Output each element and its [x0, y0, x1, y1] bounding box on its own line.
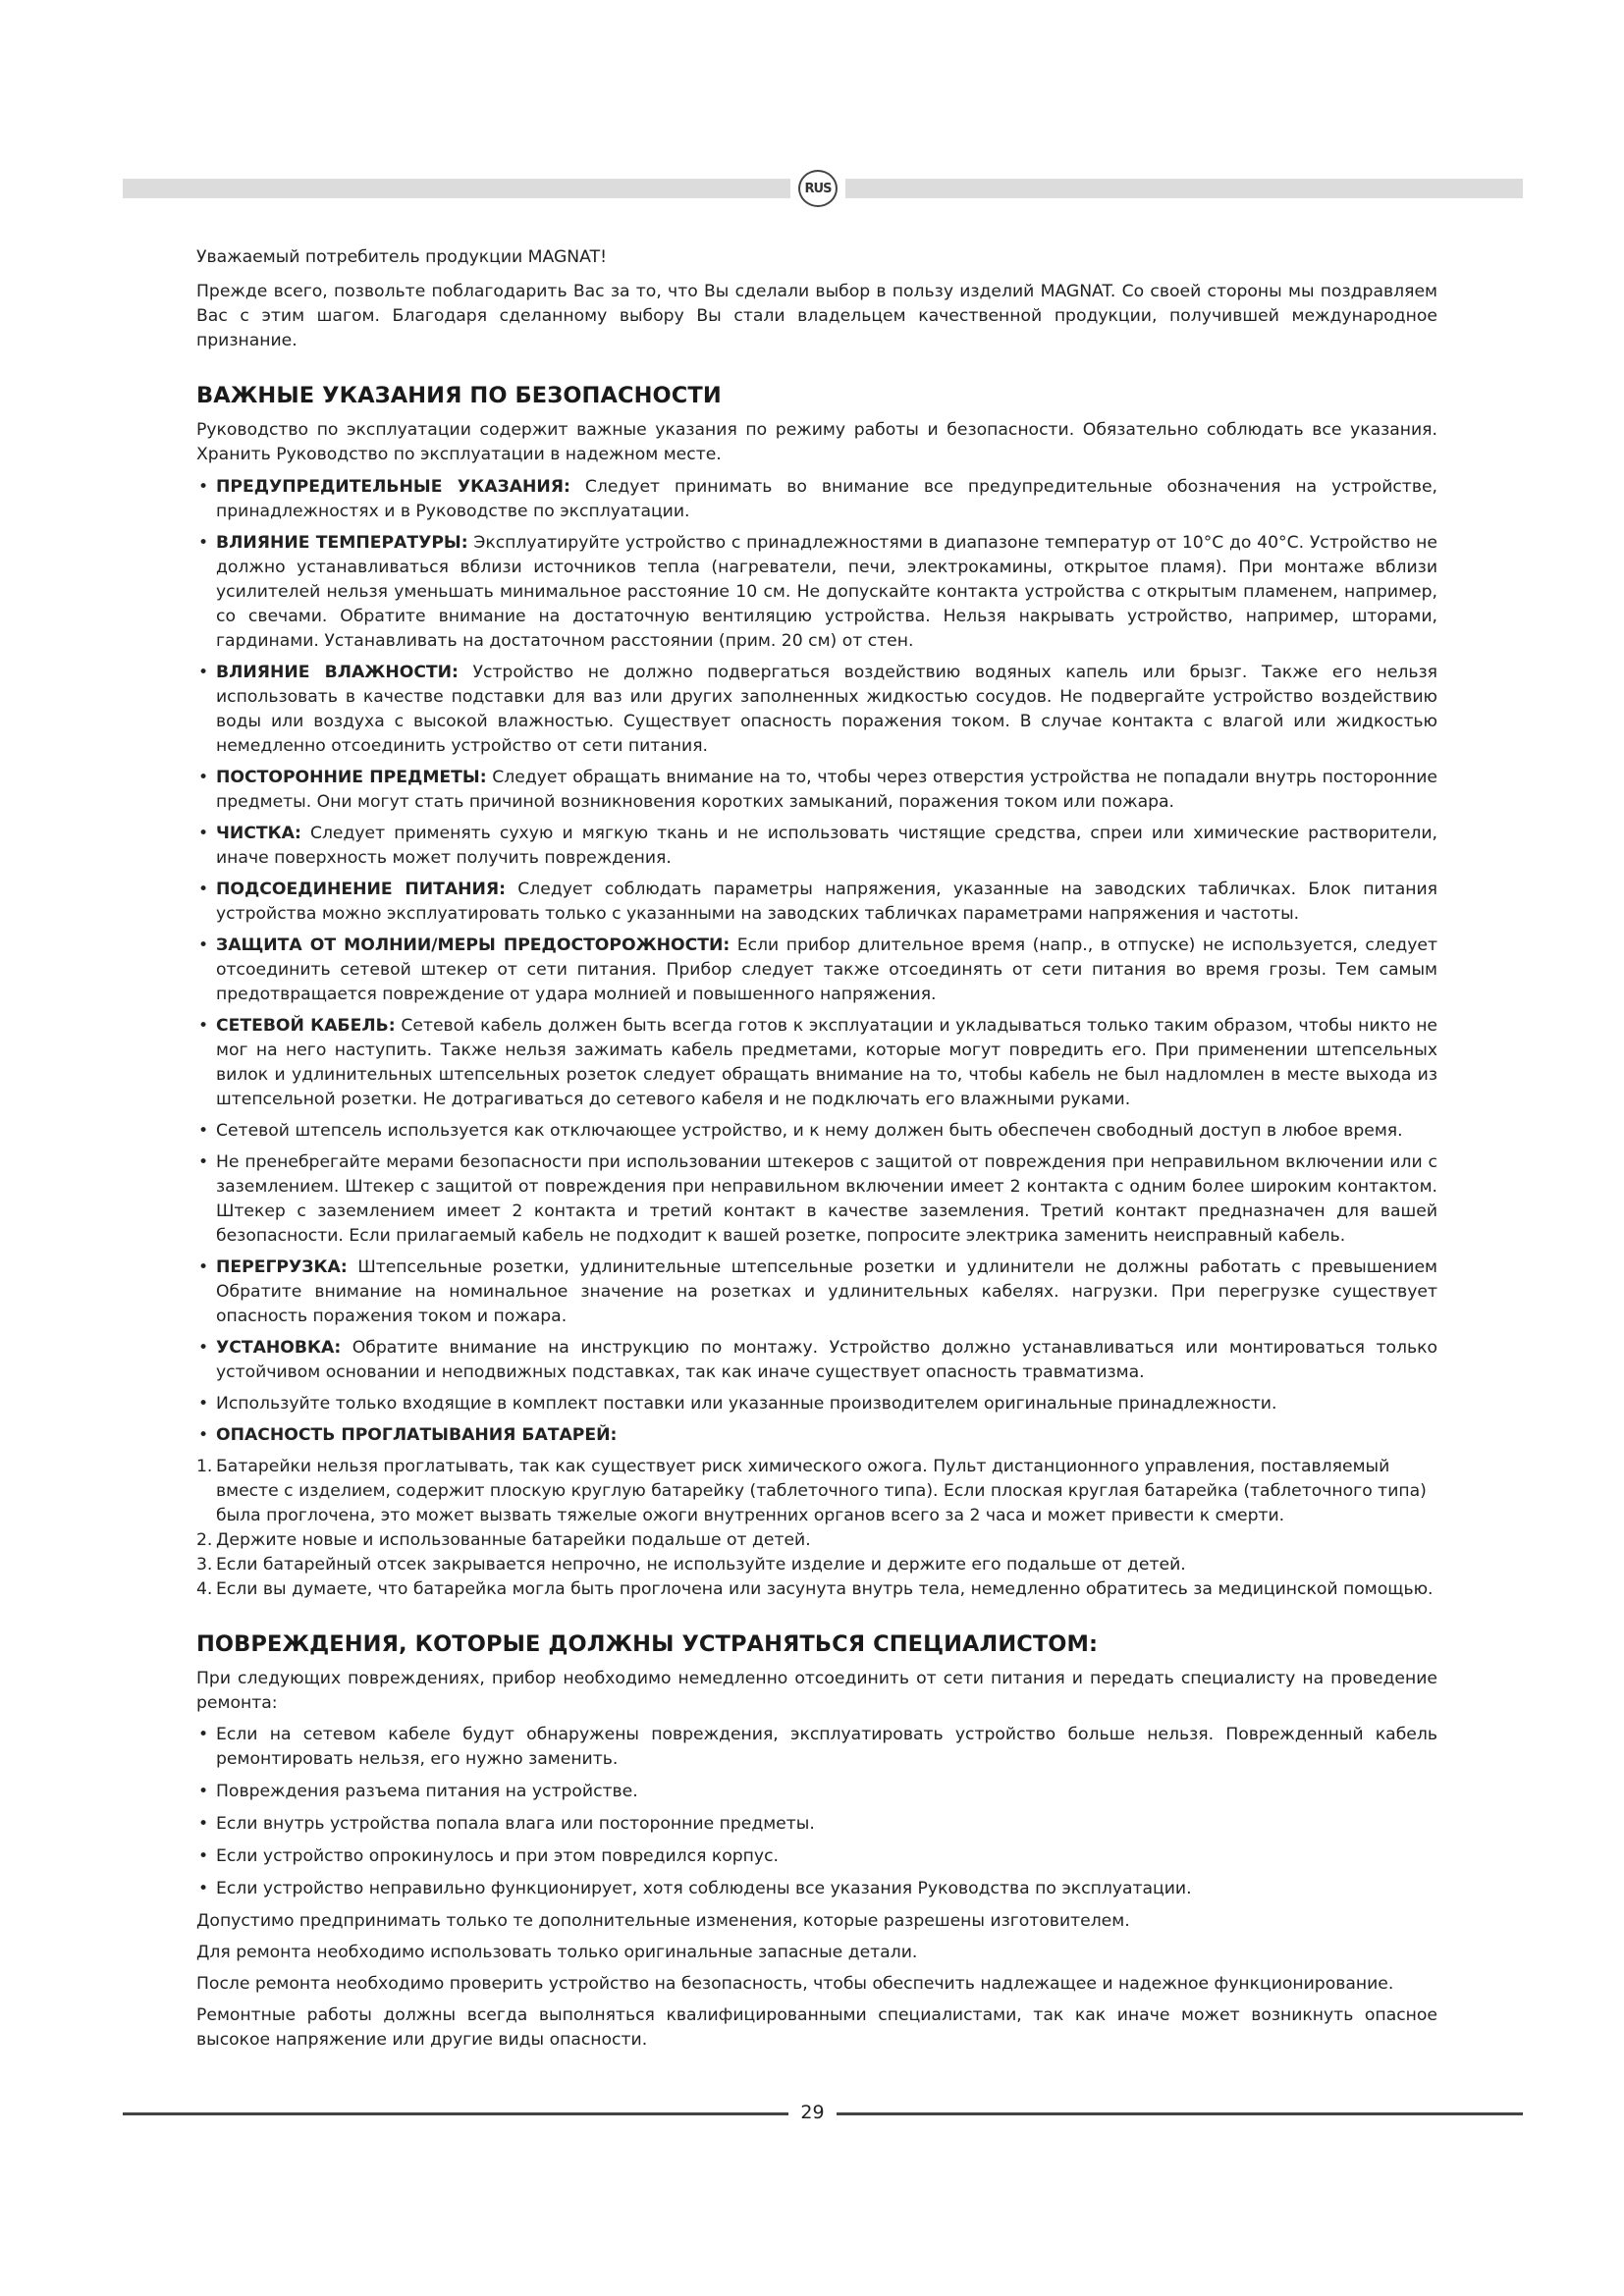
list-item: • Если на сетевом кабеле будут обнаружены повреждения, эксплуатировать устройство больше нельзя. Поврежденный кабель ремонтировать нельзя, его нужно заменить. — [196, 1723, 1437, 1772]
safety-lead: Руководство по эксплуатации содержит важные указания по режиму работы и безопасности. Обязательно соблюдать все указания. Хранить Руководство по эксплуатации в надежном месте. — [196, 420, 1437, 464]
repair-paragraph: После ремонта необходимо проверить устройство на безопасность, чтобы обеспечить надлежащее и надежное функционирование. — [196, 1974, 1394, 1994]
page-content — [196, 245, 1437, 2059]
item-text: Батарейки нельзя проглатывать, так как существует риск химического ожога. Пульт дистанционного управления, поставляемый вместе с изделием, содержит плоскую круглую батарейку (таблеточного типа). Если плоская круглая батарейка (таблеточного типа) была проглочена, это может вызвать тяжелые ожоги внутренних органов всего за 2 часа и может привести к смерти. — [216, 1457, 1427, 1525]
language-badge-label: RUS — [804, 181, 832, 196]
item-text: Обратите внимание на инструкцию по монтажу. Устройство должно устанавливаться или монтироваться только устойчивом основании и неподвижных подставках, так как иначе существует опасность травматизма. — [216, 1338, 1437, 1382]
numbered-item — [196, 1455, 1437, 1528]
item-text: Не пренебрегайте мерами безопасности при использовании штекеров с защитой от повреждения при неправильном включении или с заземлением. Штекер с защитой от повреждения при неправильном включении имеет 2 контакта с одним более широким контактом. Штекер с заземлением имеет 2 контакта и третий контакт в качестве заземления. Третий контакт предназначен для вашей безопасности. Если прилагаемый кабель не подходит к вашей розетке, попросите электрика заменить неисправный кабель. — [216, 1152, 1437, 1246]
list-item: • Если устройство неправильно функционирует, хотя соблюдены все указания Руководства по эксплуатации. — [196, 1877, 1437, 1901]
item-text: Следует применять сухую и мягкую ткань и не использовать чистящие средства, спреи или химические растворители, иначе поверхность может получить повреждения. — [216, 824, 1437, 868]
item-number: 2. — [196, 1530, 213, 1550]
list-item — [196, 822, 1437, 871]
list-item — [196, 878, 1437, 927]
item-term: ЗАЩИТА ОТ МОЛНИИ/МЕРЫ ПРЕДОСТОРОЖНОСТИ: — [216, 935, 731, 955]
item-text: Устройство не должно подвергаться воздействию водяных капель или брызг. Также его нельзя использовать в качестве подставки для ваз или других заполненных жидкостью сосудов. Не подвергайте устройство воздействию воды или воздуха с высокой влажностью. Существует опасность поражения током. В случае контакта с влагой или жидкостью немедленно отсоединить устройство от сети питания. — [216, 663, 1438, 756]
repair-paragraph: Допустимо предпринимать только те дополнительные изменения, которые разрешены изготовителем. — [196, 1911, 1130, 1931]
item-number: 1. — [196, 1457, 213, 1476]
item-number: 3. — [196, 1555, 213, 1575]
battery-warning-heading — [196, 1423, 1437, 1448]
repair-lead: При следующих повреждениях, прибор необходимо немедленно отсоединить от сети питания и передать специалисту на проведение ремонта: — [196, 1669, 1437, 1713]
item-term: ПРЕДУПРЕДИТЕЛЬНЫЕ УКАЗАНИЯ: — [216, 477, 570, 497]
repair-title: ПОВРЕЖДЕНИЯ, КОТОРЫЕ ДОЛЖНЫ УСТРАНЯТЬСЯ СПЕЦИАЛИСТОМ: — [196, 1631, 1099, 1657]
intro-body: Прежде всего, позвольте поблагодарить Вас за то, что Вы сделали выбор в пользу изделий MAGNAT. Со своей стороны мы поздравляем Вас с этим шагом. Благодаря сделанному выбору Вы стали владельцем качественной продукции, получившей международное признание. — [196, 282, 1437, 350]
list-item: • Если устройство опрокинулось и при этом повредился корпус. — [196, 1844, 1437, 1869]
header-bar-left — [123, 179, 790, 198]
list-item: • Если внутрь устройства попала влага или посторонние предметы. — [196, 1812, 1437, 1837]
intro-greeting: Уважаемый потребитель продукции MAGNAT! — [196, 247, 607, 267]
header-bar — [123, 179, 1523, 198]
item-text: Сетевой штепсель используется как отключающее устройство, и к нему должен быть обеспечен свободный доступ в любое время. — [216, 1121, 1403, 1141]
numbered-item — [196, 1553, 1437, 1577]
item-term: ВЛИЯНИЕ ВЛАЖНОСТИ: — [216, 663, 459, 682]
language-badge — [798, 170, 838, 207]
list-item — [196, 934, 1437, 1007]
item-term: ПОСТОРОННИЕ ПРЕДМЕТЫ: — [216, 768, 487, 787]
list-item — [196, 766, 1437, 815]
list-item — [196, 1150, 1437, 1249]
safety-title: ВАЖНЫЕ УКАЗАНИЯ ПО БЕЗОПАСНОСТИ — [196, 383, 722, 408]
numbered-item — [196, 1577, 1437, 1602]
list-item — [196, 1392, 1437, 1416]
item-text: Если вы думаете, что батарейка могла быть проглочена или засунута внутрь тела, немедленно обратитесь за медицинской помощью. — [216, 1579, 1434, 1599]
item-text: Следует обращать внимание на то, чтобы через отверстия устройства не попадали внутрь посторонние предметы. Они могут стать причиной возникновения коротких замыканий, поражения током или пожара. — [216, 768, 1437, 812]
item-text: Штепсельные розетки, удлинительные штепсельные розетки и удлинители не должны работать с превышением Обратите внимание на номинальное значение на розетках и удлинительных кабелях. нагрузки. При перегрузке существует опасность поражения током и пожара. — [216, 1257, 1437, 1326]
item-text: Если батарейный отсек закрывается непрочно, не используйте изделие и держите его подальше от детей. — [216, 1555, 1186, 1575]
list-item — [196, 531, 1437, 654]
list-item — [196, 475, 1437, 524]
page-number: 29 — [800, 2102, 825, 2123]
numbered-item — [196, 1528, 1437, 1553]
repair-list — [196, 1723, 1437, 1901]
item-term: ПОДСОЕДИНЕНИЕ ПИТАНИЯ: — [216, 880, 507, 899]
list-item — [196, 1255, 1437, 1329]
item-term: УСТАНОВКА: — [216, 1338, 342, 1358]
safety-list — [196, 475, 1437, 1448]
item-text: Следует принимать во внимание все предупредительные обозначения на устройстве, принадлежностях и в Руководстве по эксплуатации. — [216, 477, 1437, 521]
item-number: 4. — [196, 1579, 213, 1599]
battery-warning-list — [196, 1455, 1437, 1602]
item-text: Следует соблюдать параметры напряжения, указанные на заводских табличках. Блок питания устройства можно эксплуатировать только с указанными на заводских табличках параметрами напряжения и частоты. — [216, 880, 1437, 924]
item-term: ЧИСТКА: — [216, 824, 301, 843]
battery-warning-title: ОПАСНОСТЬ ПРОГЛАТЫВАНИЯ БАТАРЕЙ: — [216, 1425, 618, 1445]
item-text: Сетевой кабель должен быть всегда готов к эксплуатации и укладываться только таким образом, чтобы никто не мог на него наступить. Также нельзя зажимать кабель предметами, которые могут повредить его. При применении штепсельных вилок и удлинительных штепсельных розеток следует обращать внимание на то, чтобы кабель не был надломлен в месте выхода из штепсельной розетки. Не дотрагиваться до сетевого кабеля и не подключать его влажными руками. — [216, 1016, 1438, 1109]
item-term: СЕТЕВОЙ КАБЕЛЬ: — [216, 1016, 396, 1036]
repair-section — [196, 1631, 1437, 2053]
repair-paragraph: Для ремонта необходимо использовать только оригинальные запасные детали. — [196, 1943, 918, 1962]
header-bar-right — [845, 179, 1523, 198]
list-item — [196, 1119, 1437, 1144]
item-text: Если прибор длительное время (напр., в отпуске) не используется, следует отсоединить сетевой штекер от сети питания. Прибор следует также отсоединять от сети питания во время грозы. Тем самым предотвращается повреждение от удара молнией и повышенного напряжения. — [216, 935, 1437, 1004]
item-term: ПЕРЕГРУЗКА: — [216, 1257, 348, 1277]
repair-paragraph: Ремонтные работы должны всегда выполняться квалифицированными специалистами, так как иначе может возникнуть опасное высокое напряжение или другие виды опасности. — [196, 2005, 1437, 2050]
list-item — [196, 1336, 1437, 1385]
item-text: Держите новые и использованные батарейки подальше от детей. — [216, 1530, 811, 1550]
footer-rule-right — [837, 2112, 1523, 2115]
list-item — [196, 1014, 1437, 1112]
list-item — [196, 661, 1437, 759]
item-text: Используйте только входящие в комплект поставки или указанные производителем оригинальные принадлежности. — [216, 1394, 1277, 1414]
item-text: Эксплуатируйте устройство с принадлежностями в диапазоне температур от 10°C до 40°C. Устройство не должно устанавливаться вблизи источников тепла (нагреватели, печи, электрокамины, открытое пламя). При монтаже вблизи усилителей нельзя уменьшать минимальное расстояние 10 см. Не допускайте контакта устройства с открытым пламенем, например, со свечами. Обратите внимание на достаточную вентиляцию устройства. Нельзя накрывать устройство, например, шторами, гардинами. Устанавливать на достаточном расстоянии (прим. 20 см) от стен. — [216, 533, 1437, 651]
footer-rule-left — [123, 2112, 788, 2115]
list-item: • Повреждения разъема питания на устройстве. — [196, 1780, 1437, 1804]
item-term: ВЛИЯНИЕ ТЕМПЕРАТУРЫ: — [216, 533, 468, 553]
